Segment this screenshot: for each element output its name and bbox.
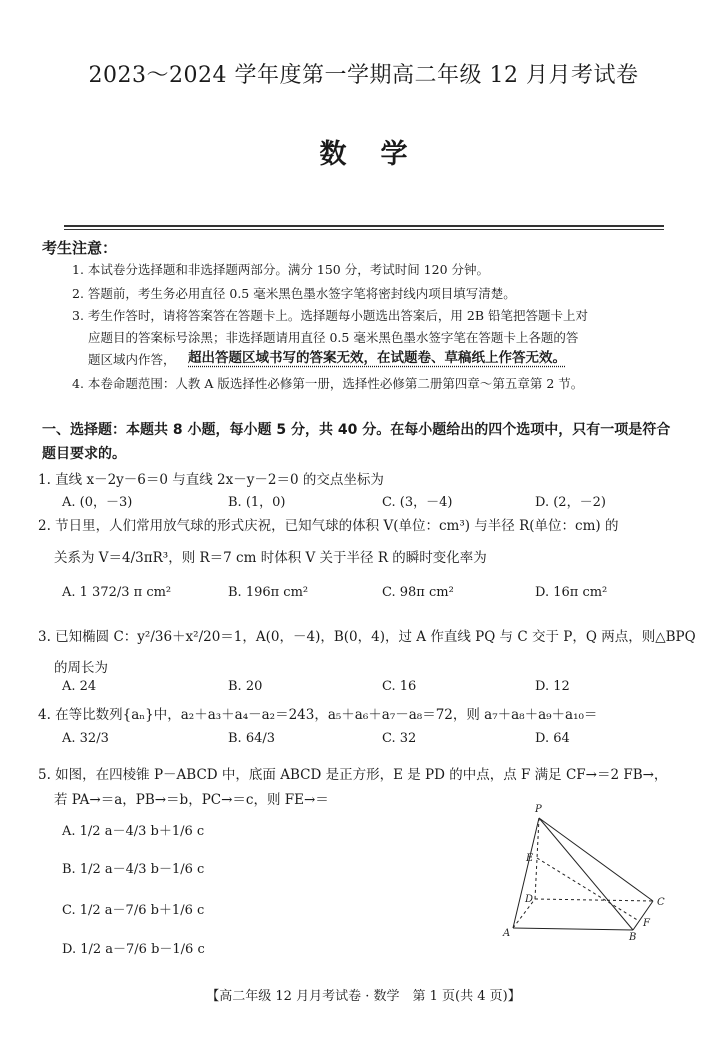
question-5-line2: 若 PA→＝a，PB→＝b，PC→＝c，则 FE→＝ bbox=[54, 792, 329, 808]
q4-option-b: B. 64/3 bbox=[228, 731, 276, 746]
q1-option-d: D. (2，－2) bbox=[535, 495, 606, 510]
q2-option-a: A. 1 372/3 π cm² bbox=[62, 585, 172, 600]
q1-option-a: A. (0，－3) bbox=[62, 495, 133, 510]
notice-item-3-cont: 应题目的答案标号涂黑；非选择题请用直径 0.5 毫米黑色墨水签字笔在答题卡上各题的答 bbox=[88, 330, 579, 345]
q1-option-c: C. (3，－4) bbox=[382, 495, 453, 510]
question-5-line1: 5. 如图，在四棱锥 P－ABCD 中，底面 ABCD 是正方形，E 是 PD 的中点，点 F 满足 CF→＝2 FB→， bbox=[38, 767, 668, 783]
page-footer: 【高二年级 12 月月考试卷 · 数学 第 1 页(共 4 页)】 bbox=[206, 989, 521, 1004]
question-2-line2: 关系为 V＝4/3πR³，则 R＝7 cm 时体积 V 关于半径 R 的瞬时变化率为 bbox=[54, 550, 487, 566]
label-c: C bbox=[657, 897, 665, 908]
subject-title: 数学 bbox=[319, 139, 442, 170]
notice-item-1: 1. 本试卷分选择题和非选择题两部分。满分 150 分，考试时间 120 分钟。 bbox=[72, 262, 490, 277]
section-heading: 一、选择题：本题共 8 小题，每小题 5 分，共 40 分。在每小题给出的四个选项中，只有一项是符合题目要求的。 bbox=[42, 422, 671, 462]
q1-option-b: B. (1，0) bbox=[228, 495, 286, 510]
q4-option-d: D. 64 bbox=[535, 731, 570, 746]
notice-item-4: 4. 本卷命题范围：人教 A 版选择性必修第一册，选择性必修第二册第四章～第五章第 2 节。 bbox=[72, 376, 584, 391]
exam-title: 2023～2024 学年度第一学期高二年级 12 月月考试卷 bbox=[88, 63, 639, 88]
q3-option-b: B. 20 bbox=[228, 679, 263, 694]
label-f: F bbox=[643, 918, 650, 929]
q3-option-c: C. 16 bbox=[382, 679, 417, 694]
label-a: A bbox=[503, 928, 511, 939]
notice-item-2: 2. 答题前，考生务必用直径 0.5 毫米黑色墨水签字笔将密封线内项目填写清楚。 bbox=[72, 286, 516, 301]
label-b: B bbox=[629, 932, 637, 943]
q2-option-b: B. 196π cm² bbox=[228, 585, 309, 600]
question-3-line1: 3. 已知椭圆 C：y²/36＋x²/20＝1，A(0，－4)，B(0，4)，过 A 作直线 PQ 与 C 交于 P，Q 两点，则△BPQ bbox=[38, 629, 696, 645]
question-2-line1: 2. 节日里，人们常用放气球的形式庆祝，已知气球的体积 V(单位：cm³) 与半径 R(单位：cm) 的 bbox=[38, 518, 619, 534]
q2-option-d: D. 16π cm² bbox=[535, 585, 608, 600]
q5-option-c: C. 1/2 a－7/6 b＋1/6 c bbox=[62, 903, 205, 918]
q3-option-a: A. 24 bbox=[62, 679, 97, 694]
divider-thin bbox=[64, 229, 664, 230]
notice-item-3-cont2: 题区域内作答， bbox=[88, 352, 176, 367]
notice-heading: 考生注意： bbox=[42, 239, 118, 257]
label-e: E bbox=[526, 853, 534, 864]
question-3-line2: 的周长为 bbox=[54, 660, 108, 676]
pyramid-figure bbox=[495, 800, 675, 945]
label-p: P bbox=[535, 804, 542, 815]
q4-option-a: A. 32/3 bbox=[62, 731, 109, 746]
q4-option-c: C. 32 bbox=[382, 731, 417, 746]
q5-option-d: D. 1/2 a－7/6 b－1/6 c bbox=[62, 942, 205, 957]
notice-item-3: 3. 考生作答时，请将答案答在答题卡上。选择题每小题选出答案后，用 2B 铅笔把答题卡上对 bbox=[72, 308, 588, 323]
label-d: D bbox=[525, 894, 534, 905]
q2-option-c: C. 98π cm² bbox=[382, 585, 454, 600]
notice-warning: 超出答题区域书写的答案无效，在试题卷、草稿纸上作答无效。 bbox=[188, 350, 566, 366]
q5-option-a: A. 1/2 a－4/3 b＋1/6 c bbox=[62, 824, 205, 839]
question-4: 4. 在等比数列{aₙ}中，a₂＋a₃＋a₄－a₂＝243，a₅＋a₆＋a₇－a₈＝72，则 a₇＋a₈＋a₉＋a₁₀＝ bbox=[38, 707, 598, 723]
question-1: 1. 直线 x－2y－6＝0 与直线 2x－y－2＝0 的交点坐标为 bbox=[38, 472, 384, 488]
q3-option-d: D. 12 bbox=[535, 679, 570, 694]
divider-thick bbox=[64, 225, 664, 227]
q5-option-b: B. 1/2 a－4/3 b－1/6 c bbox=[62, 862, 205, 877]
